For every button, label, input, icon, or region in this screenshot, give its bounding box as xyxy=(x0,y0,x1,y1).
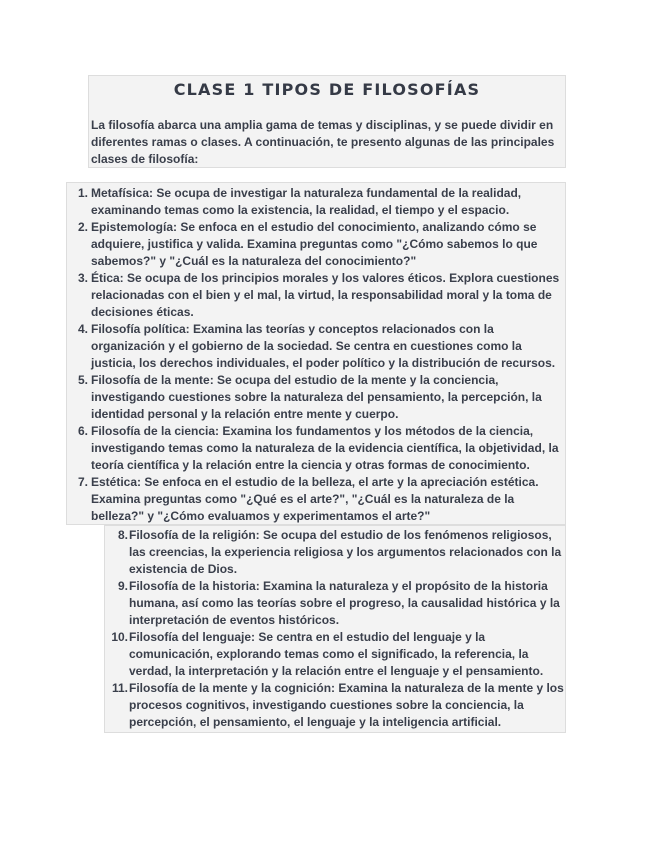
list-item xyxy=(104,680,564,731)
intro-paragraph: La filosofía abarca una amplia gama de temas y disciplinas, y se puede dividir en diferentes ramas o clases. A continuación, te presento algunas de las principales clases de filosofía: xyxy=(91,118,555,166)
list-item-text: Filosofía del lenguaje: Se centra en el estudio del lenguaje y la comunicación, explorando temas como el significado, la referencia, la verdad, la interpretación y la relación entre el lenguaje y el pensamiento. xyxy=(129,630,544,678)
list-item-text: Filosofía de la religión: Se ocupa del estudio de los fenómenos religiosos, las creencias, la experiencia religiosa y los argumentos relacionados con la existencia de Dios. xyxy=(129,528,562,576)
list-item-number: 6. xyxy=(77,424,88,438)
list-item-text: Epistemología: Se enfoca en el estudio del conocimiento, analizando cómo se adquiere, justifica y valida. Examina preguntas como "¿Cómo sabemos lo que sabemos?" y "¿Cuál es la naturaleza del conocimiento?" xyxy=(91,220,538,268)
list-item xyxy=(104,629,564,680)
list-item xyxy=(66,219,564,270)
list-item xyxy=(66,474,564,525)
list-item xyxy=(66,321,564,372)
philosophy-list-part-2 xyxy=(104,527,564,731)
list-item-number: 4. xyxy=(77,322,88,336)
list-item-number: 1. xyxy=(77,186,88,200)
list-item-text: Ética: Se ocupa de los principios morales y los valores éticos. Explora cuestiones relacionadas con el bien y el mal, la virtud, la responsabilidad moral y la toma de decisiones éticas. xyxy=(91,271,560,319)
list-item-text: Filosofía política: Examina las teorías y conceptos relacionados con la organización y el gobierno de la sociedad. Se centra en cuestiones como la justicia, los derechos individuales, el poder político y la distribución de recursos. xyxy=(91,322,556,370)
list-item-text: Filosofía de la ciencia: Examina los fundamentos y los métodos de la ciencia, investigando temas como la naturaleza de la evidencia científica, la objetividad, la teoría científica y la relación entre la ciencia y otras formas de conocimiento. xyxy=(91,424,559,472)
list-item-text: Estética: Se enfoca en el estudio de la belleza, el arte y la apreciación estética. Examina preguntas como "¿Qué es el arte?", "¿Cuál es la naturaleza de la belleza?" y "¿Cómo evaluamos y experimentamos el arte?" xyxy=(91,475,539,523)
list-item xyxy=(66,372,564,423)
list-item xyxy=(104,578,564,629)
list-item-number: 10. xyxy=(111,630,128,644)
list-item-number: 3. xyxy=(77,271,88,285)
list-item-number: 7. xyxy=(77,475,88,489)
list-item-number: 5. xyxy=(77,373,88,387)
list-item-number: 8. xyxy=(117,528,128,542)
list-item-text: Filosofía de la mente y la cognición: Examina la naturaleza de la mente y los procesos cognitivos, investigando cuestiones sobre la conciencia, la percepción, el pensamiento, el lenguaje y la inteligencia artificial. xyxy=(129,681,564,729)
list-item xyxy=(66,423,564,474)
list-item-number: 11. xyxy=(111,681,128,695)
list-item-text: Filosofía de la historia: Examina la naturaleza y el propósito de la historia humana, así como las teorías sobre el progreso, la causalidad histórica y la interpretación de eventos históricos. xyxy=(129,579,560,627)
list-item-number: 9. xyxy=(117,579,128,593)
list-item-text: Filosofía de la mente: Se ocupa del estudio de la mente y la conciencia, investigando cuestiones sobre la naturaleza del pensamiento, la percepción, la identidad personal y la relación entre mente y cuerpo. xyxy=(91,373,542,421)
list-item-number: 2. xyxy=(77,220,88,234)
list-item-text: Metafísica: Se ocupa de investigar la naturaleza fundamental de la realidad, examinando temas como la existencia, la realidad, el tiempo y el espacio. xyxy=(91,186,522,217)
list-item xyxy=(104,527,564,578)
list-item xyxy=(66,185,564,219)
list-item xyxy=(66,270,564,321)
philosophy-list-part-1 xyxy=(66,185,564,525)
page-title: CLASE 1 TIPOS DE FILOSOFÍAS xyxy=(173,80,481,99)
